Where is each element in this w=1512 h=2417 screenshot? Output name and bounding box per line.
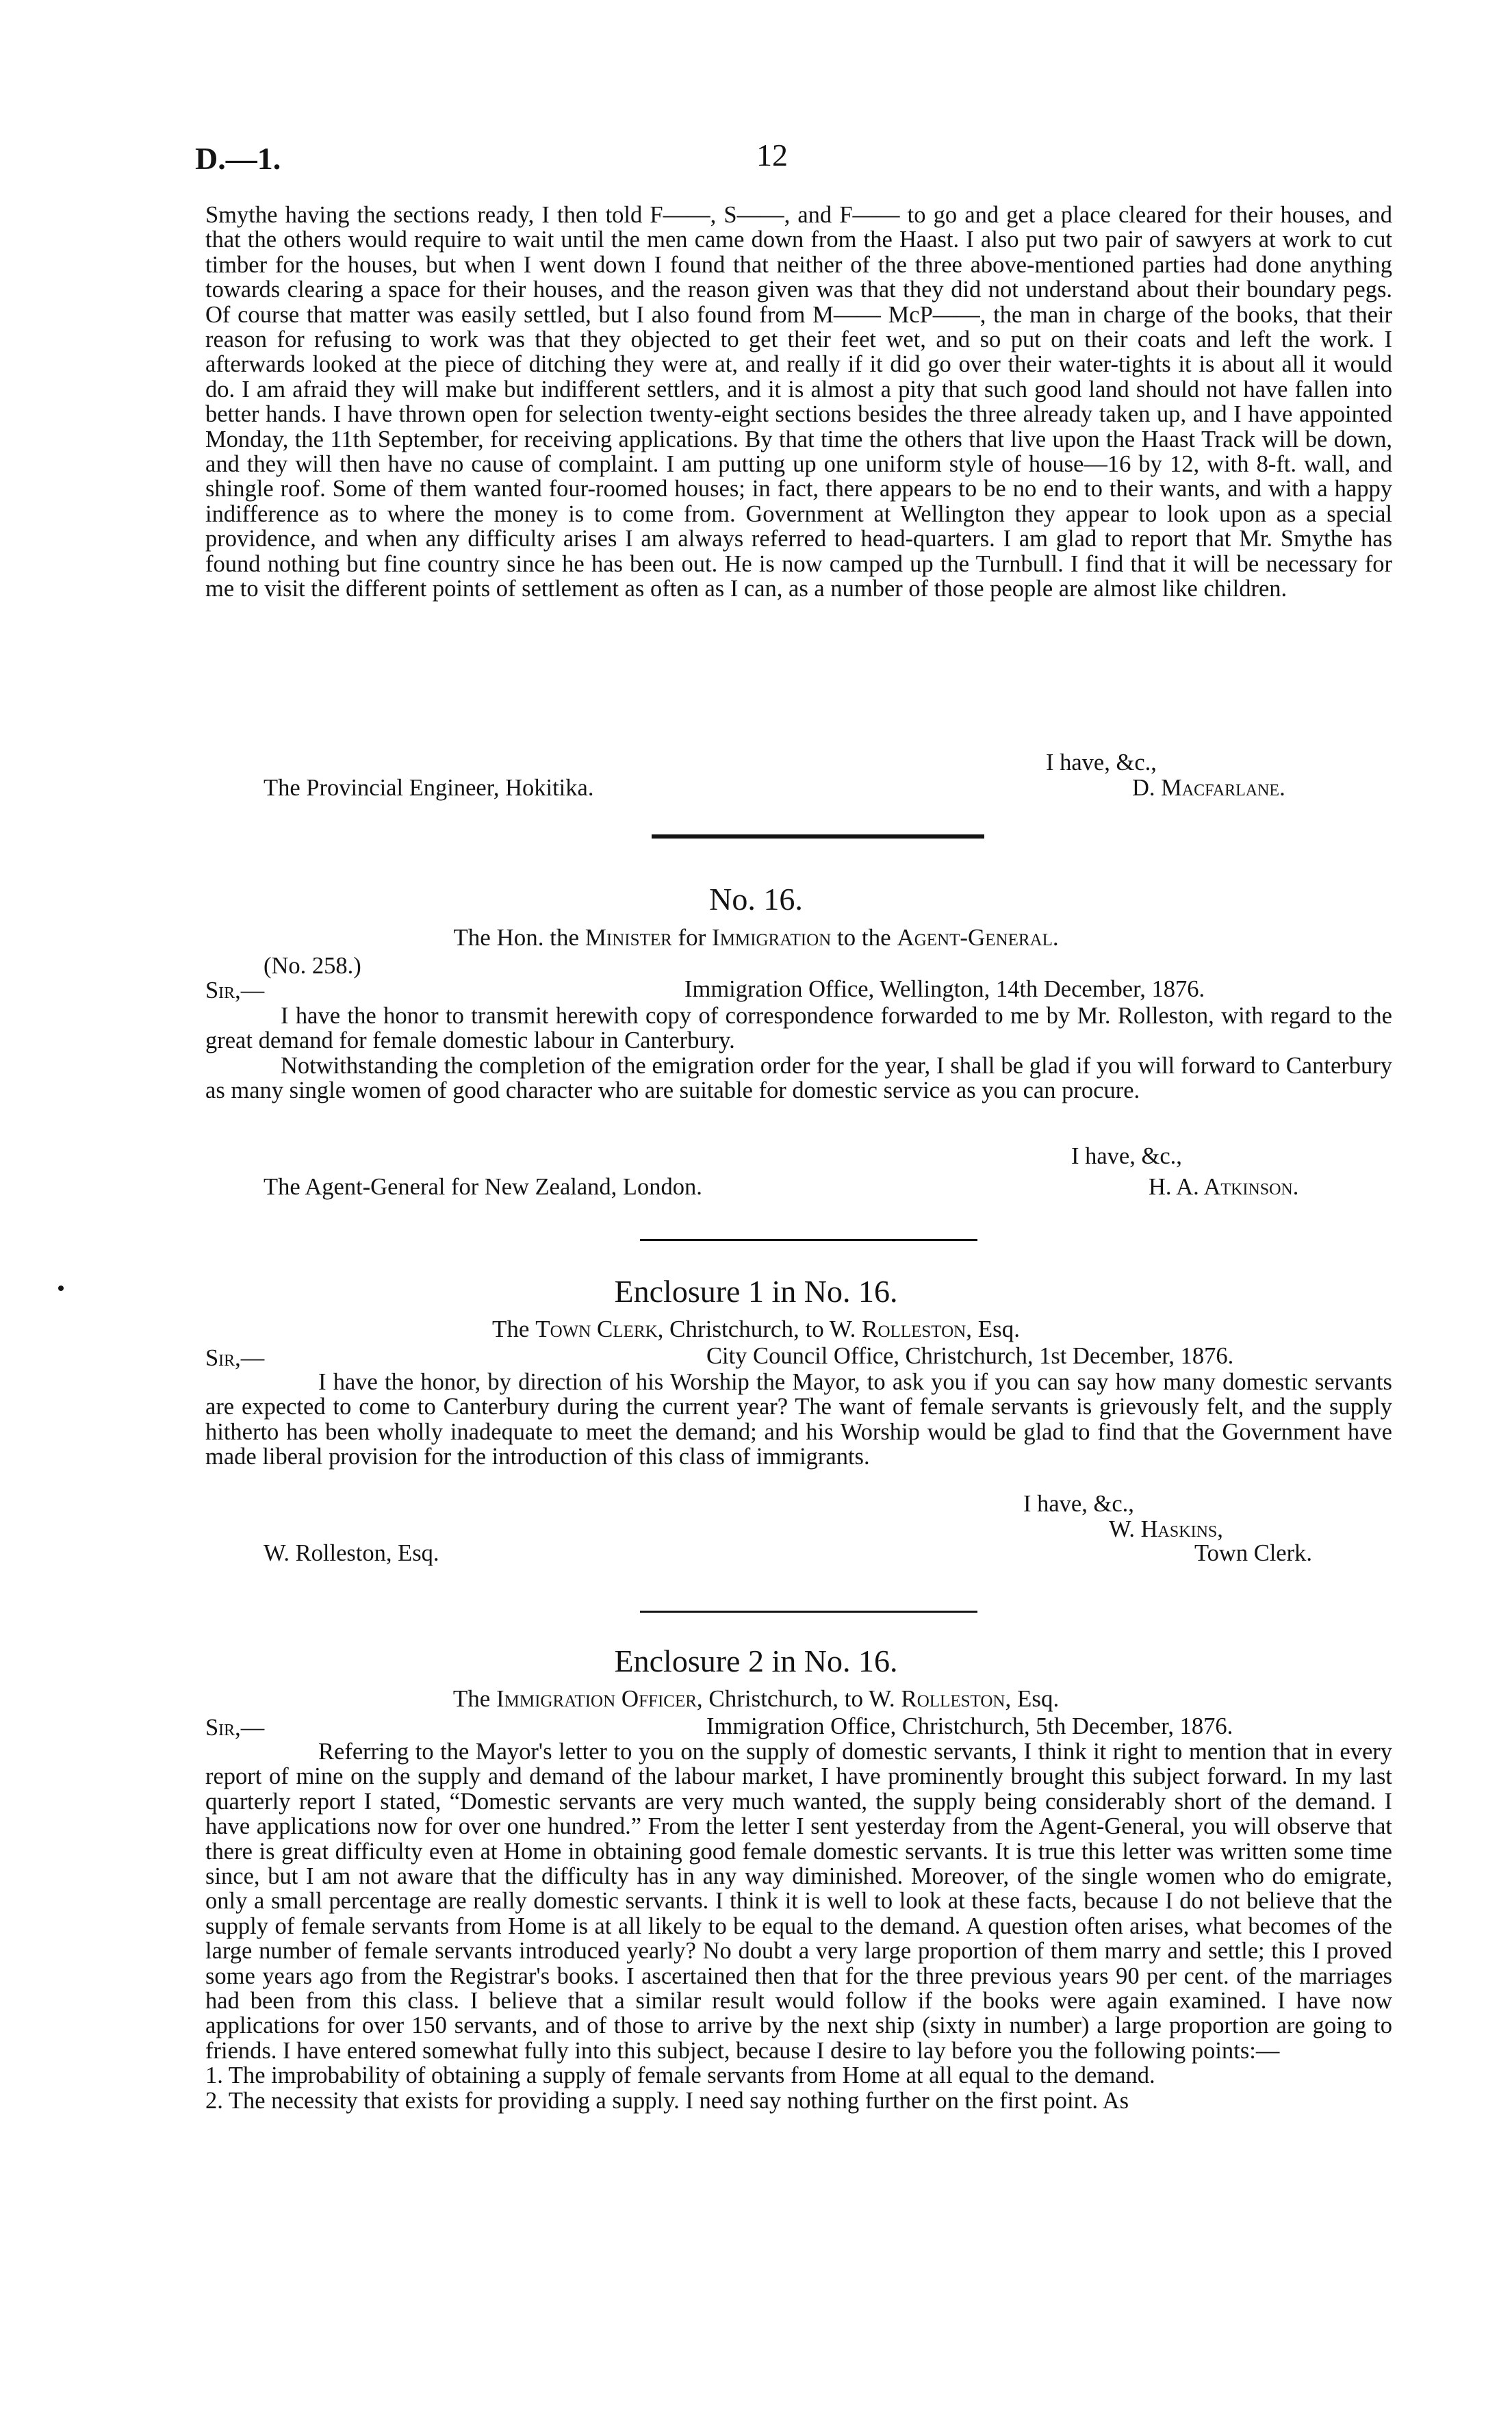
- letter-heading: No. 16.: [709, 882, 803, 917]
- numbered-point: 1. The improbability of obtaining a supply of female servants from Home at all equal to the demand.: [205, 2062, 1155, 2089]
- closing: I have, &c.,: [1023, 1491, 1134, 1517]
- body-paragraph: I have the honor, by direction of his Worship the Mayor, to ask you if you can say how many domestic servants are expected to come to Canterbury during the current year? The want of female servants is grievously felt, and the supply hitherto has been wholly inadequate to meet the demand; and his Worship would be glad to find that the Government have made liberal provision for the introduction of this class of immigrants.: [205, 1369, 1392, 1470]
- document-reference: D.—1.: [195, 141, 281, 176]
- continuation-addressee: The Provincial Engineer, Hokitika.: [264, 775, 594, 801]
- enclosure-subtitle: The Town Clerk, Christchurch, to W. Rolleston, Esq.: [492, 1316, 1020, 1342]
- salutation: Sir,—: [205, 1715, 265, 1741]
- section-divider: [640, 1611, 977, 1613]
- signatory: H. A. Atkinson.: [1149, 1174, 1299, 1200]
- signatory-title: Town Clerk.: [1194, 1540, 1312, 1566]
- dateline: Immigration Office, Wellington, 14th December, 1876.: [684, 976, 1205, 1002]
- dateline: City Council Office, Christchurch, 1st December, 1876.: [706, 1343, 1234, 1369]
- enclosure-body: [205, 1739, 1392, 2113]
- enclosure-subtitle: The Immigration Officer, Christchurch, to W. Rolleston, Esq.: [452, 1685, 1060, 1712]
- body-paragraph: Referring to the Mayor's letter to you on the supply of domestic servants, I think it right to mention that in every report of mine on the supply and demand of the labour market, I have prominently brought this subject forward. In my last quarterly report I stated, “Domestic servants are very much wanted, the supply being considerably short of the demand. I have applications now for over one hundred.” From the letter I sent yesterday from the Agent-General, you will observe that there is great difficulty even at Home in obtaining good female domestic servants. It is true this letter was written some time since, but I am not aware that the difficulty has in any way diminished. Moreover, of the single women who do emigrate, only a small percentage are really domestic servants. I think it is well to look at these facts, because I do not believe that the supply of female servants from Home is at all likely to be equal to the demand. A question often arises, what becomes of the large number of female servants introduced yearly? No doubt a very large proportion of them marry and settle; this I proved some years ago from the Registrar's books. I ascertained then that for the three previous years 90 per cent. of the marriages had been from this class. I believe that a similar result would follow if the books were again examined. I have now applications for over 150 servants, and of those to arrive by the next ship (sixty in number) a large proportion are going to friends. I have entered somewhat fully into this subject, because I desire to lay before you the following points:—: [205, 1739, 1392, 2064]
- signatory: W. Haskins,: [1109, 1516, 1223, 1542]
- enclosure-body: [205, 1370, 1392, 1470]
- margin-speck: [58, 1286, 64, 1291]
- enclosure-heading: Enclosure 2 in No. 16.: [614, 1644, 898, 1678]
- dateline: Immigration Office, Christchurch, 5th December, 1876.: [706, 1713, 1233, 1739]
- addressee: The Agent-General for New Zealand, London.: [264, 1174, 702, 1200]
- salutation: Sir,—: [205, 977, 265, 1003]
- addressee: W. Rolleston, Esq.: [264, 1540, 439, 1566]
- enclosure-heading: Enclosure 1 in No. 16.: [614, 1274, 898, 1309]
- numbered-point: 2. The necessity that exists for providing a supply. I need say nothing further on the first point. As: [205, 2087, 1129, 2114]
- closing: I have, &c.,: [1071, 1143, 1182, 1169]
- body-paragraph: I have the honor to transmit herewith copy of correspondence forwarded to me by Mr. Rolleston, with regard to the great demand for female domestic labour in Canterbury.: [205, 1003, 1392, 1054]
- continuation-paragraph: Smythe having the sections ready, I then told F——, S——, and F—— to go and get a place cleared for their houses, and that the others would require to wait until the men came down from the Haast. I also put two pair of sawyers at work to cut timber for the houses, but when I went down I found that neither of the three above-mentioned parties had done anything towards clearing a space for their houses, and the reason given was that they did not understand about their boundary pegs. Of course that matter was easily settled, but I also found from M—— McP——, the man in charge of the books, that their reason for refusing to work was that they objected to get their feet wet, and so put on their coats and left the work. I afterwards looked at the piece of ditching they were at, and really if it did go over their water-tights it is about all it would do. I am afraid they will make but indifferent settlers, and it is almost a pity that such good land should not have fallen into better hands. I have thrown open for selection twenty-eight sections besides the three already taken up, and I have appointed Monday, the 11th September, for receiving applications. By that time the others that live upon the Haast Track will be down, and they will then have no cause of complaint. I am putting up one uniform style of house—16 by 12, with 8-ft. wall, and shingle roof. Some of them wanted four-roomed houses; in fact, there appears to be no end to their wants, and with a happy indifference as to where the money is to come from. Government at Wellington they appear to look upon as a special providence, and when any difficulty arises I am always referred to head-quarters. I am glad to report that Mr. Smythe has found nothing but fine country since he has been out. He is now camped up the Turnbull. I find that it will be necessary for me to visit the different points of settlement as often as I can, as a number of those people are almost like children.: [205, 202, 1392, 602]
- continuation-signatory: D. Macfarlane.: [1132, 775, 1285, 801]
- continuation-letter: [205, 203, 1392, 602]
- letter-subtitle: The Hon. the Minister for Immigration to the Agent-General.: [453, 924, 1059, 951]
- letter-body: [205, 1003, 1392, 1103]
- continuation-closing: I have, &c.,: [1046, 750, 1157, 776]
- section-divider: [640, 1239, 977, 1241]
- section-divider: [652, 834, 984, 839]
- page-number: 12: [756, 138, 788, 172]
- letter-reference-number: (No. 258.): [264, 953, 361, 979]
- body-paragraph: Notwithstanding the completion of the emigration order for the year, I shall be glad if you will forward to Canterbury as many single women of good character who are suitable for domestic service as you can procure.: [205, 1052, 1392, 1104]
- salutation: Sir,—: [205, 1345, 265, 1371]
